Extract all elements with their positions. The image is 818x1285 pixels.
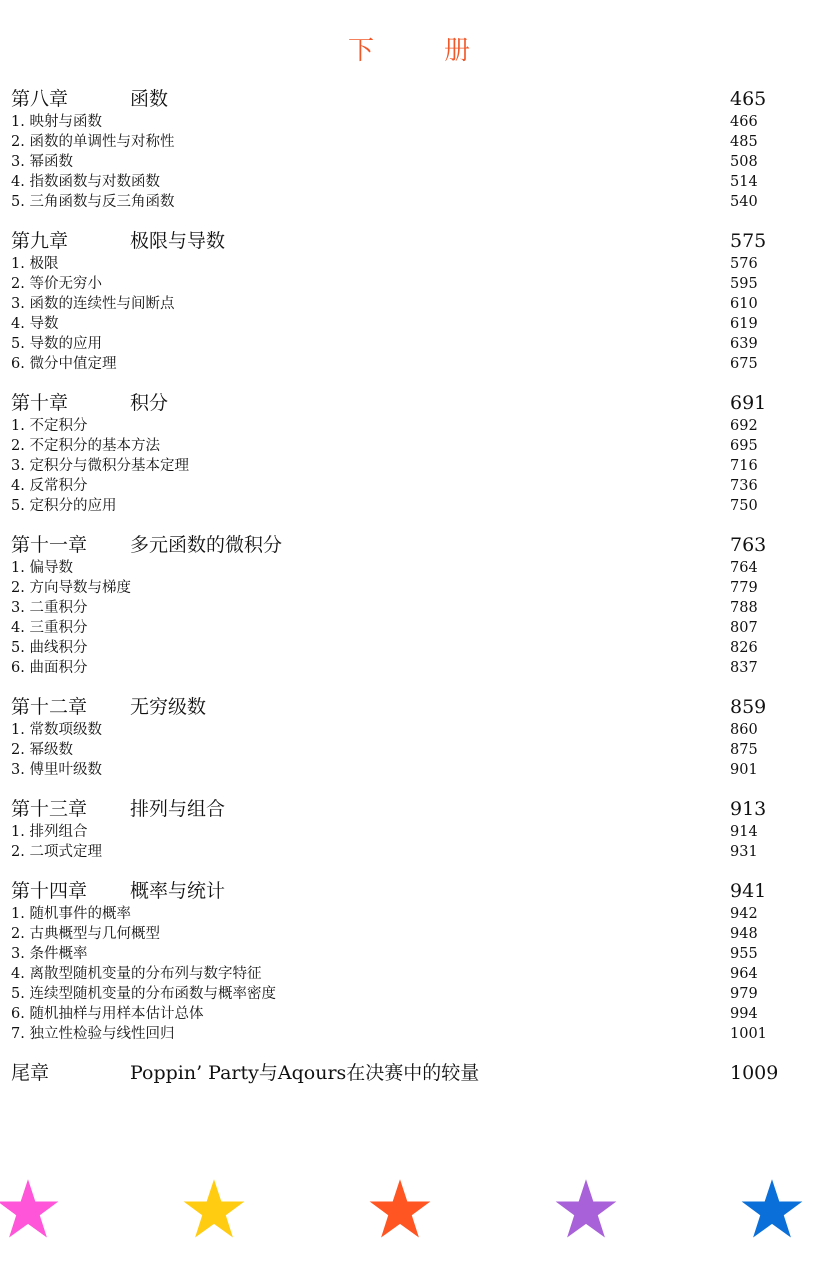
page-title: 下 册: [347, 36, 492, 66]
chapter-14: [11, 878, 771, 1044]
yellow-star-icon: [183, 1178, 245, 1240]
section-entry[interactable]: [11, 760, 771, 780]
section-label: 4. 反常积分: [11, 478, 88, 494]
section-entry[interactable]: [11, 436, 771, 456]
section-label: 5. 导数的应用: [11, 336, 102, 352]
chapter-13: [11, 796, 771, 862]
section-page-number: 639: [730, 336, 758, 352]
chapter-12: [11, 694, 771, 780]
chapter-number: 尾章: [11, 1062, 50, 1084]
section-label: 2. 古典概型与几何概型: [11, 926, 160, 942]
section-page-number: 955: [730, 946, 758, 962]
chapter-title: 极限与导数: [130, 230, 226, 252]
section-page-number: 595: [730, 276, 758, 292]
section-entry[interactable]: [11, 172, 771, 192]
section-page-number: 788: [730, 600, 758, 616]
section-entry[interactable]: [11, 1004, 771, 1024]
section-entry[interactable]: [11, 152, 771, 172]
section-entry[interactable]: [11, 314, 771, 334]
section-entry[interactable]: [11, 984, 771, 1004]
final-chapter-heading[interactable]: [11, 1060, 779, 1086]
chapter-page-number: 941: [730, 880, 767, 902]
chapter-page-number: 575: [730, 230, 767, 252]
section-entry[interactable]: [11, 740, 771, 760]
chapter-title: 无穷级数: [130, 696, 207, 718]
chapter-page-number: 763: [730, 534, 767, 556]
section-page-number: 716: [730, 458, 758, 474]
section-entry[interactable]: [11, 476, 771, 496]
section-entry[interactable]: [11, 1024, 771, 1044]
section-label: 2. 函数的单调性与对称性: [11, 134, 175, 150]
chapter-page-number: 859: [730, 696, 767, 718]
section-page-number: 914: [730, 824, 758, 840]
section-label: 3. 函数的连续性与间断点: [11, 296, 175, 312]
section-entry[interactable]: [11, 496, 771, 516]
section-page-number: 807: [730, 620, 758, 636]
section-entry[interactable]: [11, 924, 771, 944]
section-page-number: 837: [730, 660, 758, 676]
section-label: 7. 独立性检验与线性回归: [11, 1026, 175, 1042]
chapter-heading[interactable]: [11, 228, 771, 254]
chapter-heading[interactable]: [11, 86, 771, 112]
section-entry[interactable]: [11, 354, 771, 374]
chapter-number: 第八章: [11, 88, 69, 110]
chapter-page-number: 465: [730, 88, 767, 110]
section-label: 2. 二项式定理: [11, 844, 102, 860]
section-label: 5. 连续型随机变量的分布函数与概率密度: [11, 986, 276, 1002]
section-page-number: 508: [730, 154, 758, 170]
chapter-heading[interactable]: [11, 390, 771, 416]
section-page-number: 540: [730, 194, 758, 210]
section-entry[interactable]: [11, 944, 771, 964]
section-page-number: 860: [730, 722, 758, 738]
blue-star-icon: [741, 1178, 803, 1240]
chapter-heading[interactable]: [11, 796, 771, 822]
section-entry[interactable]: [11, 904, 771, 924]
section-label: 3. 傅里叶级数: [11, 762, 102, 778]
section-label: 2. 方向导数与梯度: [11, 580, 131, 596]
section-label: 6. 随机抽样与用样本估计总体: [11, 1006, 204, 1022]
section-entry[interactable]: [11, 964, 771, 984]
section-label: 5. 定积分的应用: [11, 498, 117, 514]
section-entry[interactable]: [11, 822, 771, 842]
section-entry[interactable]: [11, 618, 771, 638]
section-entry[interactable]: [11, 192, 771, 212]
chapter-title: 排列与组合: [130, 798, 226, 820]
chapter-9: [11, 228, 771, 374]
section-page-number: 931: [730, 844, 758, 860]
star-row: [0, 1178, 818, 1242]
chapter-page-number: 691: [730, 392, 767, 414]
pink-star-icon: [0, 1178, 59, 1240]
section-label: 4. 导数: [11, 316, 59, 332]
section-label: 6. 微分中值定理: [11, 356, 117, 372]
chapter-title: 概率与统计: [130, 880, 226, 902]
section-label: 3. 定积分与微积分基本定理: [11, 458, 189, 474]
chapter-number: 第十四章: [11, 880, 88, 902]
section-label: 1. 随机事件的概率: [11, 906, 131, 922]
section-entry[interactable]: [11, 334, 771, 354]
section-page-number: 948: [730, 926, 758, 942]
section-entry[interactable]: [11, 842, 771, 862]
section-entry[interactable]: [11, 720, 771, 740]
chapter-title: 函数: [130, 88, 169, 110]
section-label: 1. 映射与函数: [11, 114, 102, 130]
section-page-number: 466: [730, 114, 758, 130]
section-label: 4. 三重积分: [11, 620, 88, 636]
section-entry[interactable]: [11, 456, 771, 476]
section-label: 3. 条件概率: [11, 946, 88, 962]
section-page-number: 979: [730, 986, 758, 1002]
section-entry[interactable]: [11, 274, 771, 294]
section-label: 2. 等价无穷小: [11, 276, 102, 292]
section-label: 1. 排列组合: [11, 824, 88, 840]
section-page-number: 764: [730, 560, 758, 576]
section-entry[interactable]: [11, 638, 771, 658]
section-label: 1. 常数项级数: [11, 722, 102, 738]
section-entry[interactable]: [11, 294, 771, 314]
chapter-10: [11, 390, 771, 516]
section-page-number: 736: [730, 478, 758, 494]
section-page-number: 1001: [730, 1026, 767, 1042]
chapter-number: 第十三章: [11, 798, 88, 820]
section-entry[interactable]: [11, 558, 771, 578]
chapter-number: 第十二章: [11, 696, 88, 718]
chapter-number: 第十一章: [11, 534, 88, 556]
section-page-number: 875: [730, 742, 758, 758]
chapter-11: [11, 532, 771, 678]
chapter-number: 第九章: [11, 230, 69, 252]
section-page-number: 692: [730, 418, 758, 434]
section-label: 3. 幂函数: [11, 154, 73, 170]
section-page-number: 901: [730, 762, 758, 778]
section-entry[interactable]: [11, 416, 771, 436]
section-label: 2. 幂级数: [11, 742, 73, 758]
section-label: 5. 三角函数与反三角函数: [11, 194, 175, 210]
section-page-number: 514: [730, 174, 758, 190]
section-label: 6. 曲面积分: [11, 660, 88, 676]
section-label: 3. 二重积分: [11, 600, 88, 616]
chapter-8: [11, 86, 771, 212]
section-page-number: 826: [730, 640, 758, 656]
section-label: 1. 偏导数: [11, 560, 73, 576]
section-entry[interactable]: [11, 598, 771, 618]
section-page-number: 485: [730, 134, 758, 150]
section-label: 1. 极限: [11, 256, 59, 272]
chapter-title: 积分: [130, 392, 169, 414]
purple-star-icon: [555, 1178, 617, 1240]
section-entry[interactable]: [11, 112, 771, 132]
chapter-heading[interactable]: [11, 694, 771, 720]
section-label: 2. 不定积分的基本方法: [11, 438, 160, 454]
section-page-number: 576: [730, 256, 758, 272]
chapter-heading[interactable]: [11, 878, 771, 904]
section-page-number: 610: [730, 296, 758, 312]
section-entry[interactable]: [11, 578, 771, 598]
section-page-number: 779: [730, 580, 758, 596]
chapter-page-number: 1009: [730, 1062, 779, 1084]
chapter-title: Poppin’ Party与Aqours在决赛中的较量: [130, 1062, 480, 1084]
table-of-contents: [11, 86, 779, 1086]
section-page-number: 695: [730, 438, 758, 454]
section-page-number: 675: [730, 356, 758, 372]
section-entry[interactable]: [11, 658, 771, 678]
chapter-number: 第十章: [11, 392, 69, 414]
section-label: 1. 不定积分: [11, 418, 88, 434]
section-page-number: 750: [730, 498, 758, 514]
section-page-number: 942: [730, 906, 758, 922]
chapter-title: 多元函数的微积分: [130, 534, 283, 556]
section-page-number: 964: [730, 966, 758, 982]
section-page-number: 619: [730, 316, 758, 332]
section-label: 5. 曲线积分: [11, 640, 88, 656]
section-page-number: 994: [730, 1006, 758, 1022]
section-label: 4. 指数函数与对数函数: [11, 174, 160, 190]
chapter-page-number: 913: [730, 798, 767, 820]
section-entry[interactable]: [11, 254, 771, 274]
orange-star-icon: [369, 1178, 431, 1240]
chapter-heading[interactable]: [11, 532, 771, 558]
section-entry[interactable]: [11, 132, 771, 152]
section-label: 4. 离散型随机变量的分布列与数字特征: [11, 966, 262, 982]
